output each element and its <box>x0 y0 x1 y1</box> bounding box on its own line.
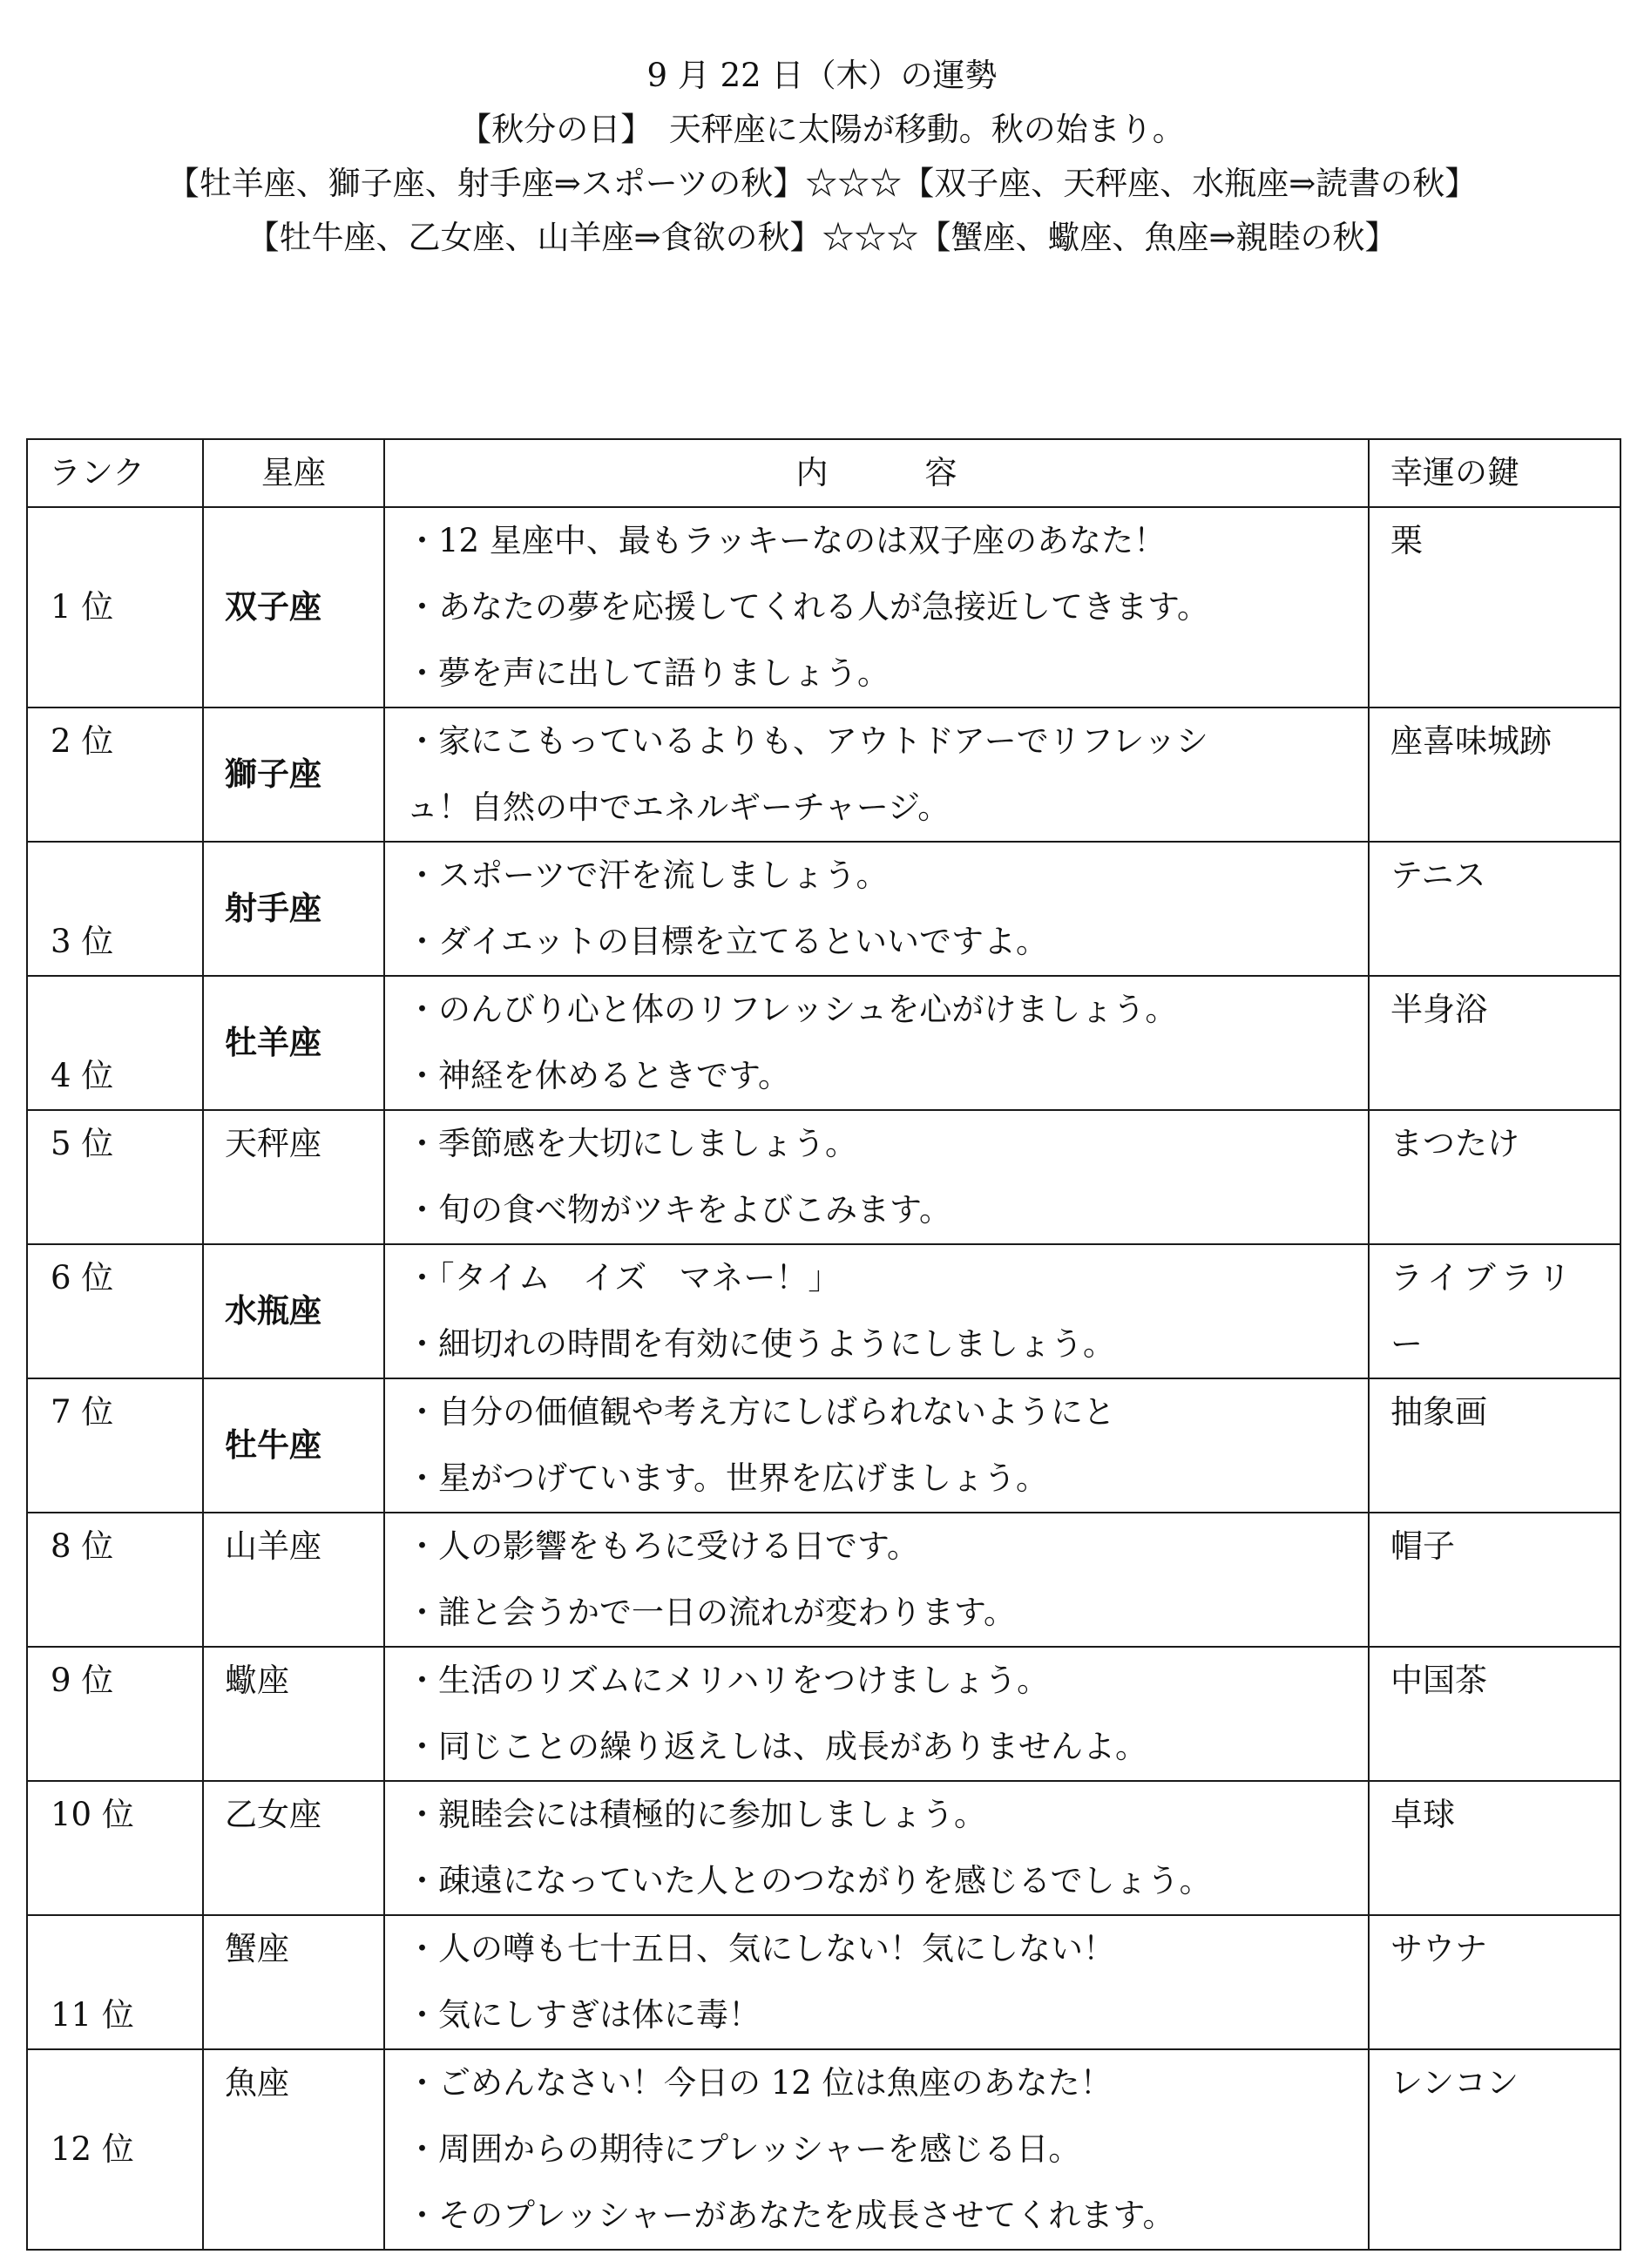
table-row <box>27 976 1620 1110</box>
sign-cell <box>203 707 384 842</box>
content-line: ・神経を休めるときです。 <box>406 1057 791 1094</box>
lucky-key: 座喜味城跡 <box>1390 722 1552 760</box>
table-row <box>27 1110 1620 1244</box>
sign-cell <box>203 1647 384 1781</box>
content-cell <box>384 1513 1369 1647</box>
content-line: ・星がつげています。世界を広げましょう。 <box>406 1459 1049 1497</box>
rank-label: 5 位 <box>51 1125 114 1162</box>
rank-label: 1 位 <box>51 588 114 626</box>
sign-cell <box>203 2049 384 2250</box>
sign-label: 水瓶座 <box>225 1292 321 1330</box>
content-line: ・家にこもっているよりも、アウトドアーでリフレッシ <box>406 722 1208 760</box>
lucky-key: テニス <box>1390 856 1486 894</box>
content-line: ・細切れの時間を有効に使うようにしましょう。 <box>406 1325 1115 1363</box>
table-row <box>27 507 1620 707</box>
rank-cell <box>27 1244 203 1378</box>
page-title: 9 月 22 日（木）の運勢 <box>646 57 998 94</box>
sign-cell <box>203 1915 384 2049</box>
rank-cell <box>27 976 203 1110</box>
content-line: ・疎遠になっていた人とのつながりを感じるでしょう。 <box>406 1862 1212 1899</box>
key-cell <box>1369 1647 1620 1781</box>
content-line: ・誰と会うかで一日の流れが変わります。 <box>406 1594 1017 1631</box>
content-cell <box>384 1647 1369 1781</box>
content-cell <box>384 842 1369 976</box>
sign-cell <box>203 1513 384 1647</box>
rank-label: 6 位 <box>51 1259 114 1296</box>
content-cell <box>384 976 1369 1110</box>
lucky-key: 中国茶 <box>1390 1662 1487 1699</box>
fortune-table <box>26 438 1621 2251</box>
rank-label: 7 位 <box>51 1393 114 1431</box>
key-cell <box>1369 842 1620 976</box>
lucky-key: レンコン <box>1390 2064 1519 2102</box>
sign-cell <box>203 842 384 976</box>
content-cell <box>384 1244 1369 1378</box>
key-cell <box>1369 1378 1620 1513</box>
sign-label: 双子座 <box>225 588 321 626</box>
key-cell <box>1369 1244 1620 1378</box>
rank-cell <box>27 1378 203 1513</box>
content-cell <box>384 2049 1369 2250</box>
sign-cell <box>203 976 384 1110</box>
sign-label: 山羊座 <box>225 1527 321 1565</box>
sign-label: 牡羊座 <box>225 1024 321 1061</box>
rank-cell <box>27 1915 203 2049</box>
rank-cell <box>27 1513 203 1647</box>
key-cell <box>1369 1110 1620 1244</box>
theme-line-2: 【牡牛座、乙女座、山羊座⇒食欲の秋】☆☆☆【蟹座、蠍座、魚座⇒親睦の秋】 <box>247 219 1397 256</box>
content-line: ・生活のリズムにメリハリをつけましょう。 <box>406 1662 1050 1699</box>
lucky-key: まつたけ <box>1390 1125 1519 1162</box>
content-line: ・「タイム イズ マネー！」 <box>406 1259 841 1296</box>
content-line: ・そのプレッシャーがあなたを成長させてくれます。 <box>406 2197 1175 2234</box>
sign-label: 牡牛座 <box>225 1426 321 1464</box>
content-line: ・ダイエットの目標を立てるといいですよ。 <box>406 923 1049 960</box>
content-line: ・あなたの夢を応援してくれる人が急接近してきます。 <box>406 588 1210 626</box>
document-header <box>0 49 1644 265</box>
lucky-key: 抽象画 <box>1390 1393 1487 1431</box>
lucky-key: サウナ <box>1390 1930 1487 1967</box>
rank-label: 2 位 <box>51 722 114 760</box>
rank-label: 3 位 <box>51 923 114 960</box>
sign-label: 乙女座 <box>225 1796 321 1833</box>
sign-label: 獅子座 <box>225 755 321 793</box>
content-line: ・季節感を大切にしましょう。 <box>406 1125 857 1162</box>
sign-label: 魚座 <box>225 2064 289 2102</box>
rank-label: 9 位 <box>51 1662 114 1699</box>
sign-label: 蠍座 <box>225 1662 289 1699</box>
content-cell <box>384 707 1369 842</box>
content-line: ・スポーツで汗を流しましょう。 <box>406 856 889 894</box>
content-line: ュ！自然の中でエネルギーチャージ。 <box>406 789 951 826</box>
content-line: ・周囲からの期待にプレッシャーを感じる日。 <box>406 2130 1081 2168</box>
lucky-key: 半身浴 <box>1390 991 1487 1028</box>
key-cell <box>1369 1513 1620 1647</box>
rank-label: 8 位 <box>51 1527 114 1565</box>
rank-cell <box>27 1647 203 1781</box>
key-cell <box>1369 707 1620 842</box>
lucky-key: 卓球 <box>1390 1796 1455 1833</box>
rank-cell <box>27 707 203 842</box>
rank-label: 10 位 <box>51 1796 134 1833</box>
theme-line-1: 【牡羊座、獅子座、射手座⇒スポーツの秋】☆☆☆【双子座、天秤座、水瓶座⇒読書の秋】 <box>166 165 1478 202</box>
lucky-key: 栗 <box>1390 522 1423 559</box>
table-row <box>27 1513 1620 1647</box>
table-row <box>27 1244 1620 1378</box>
content-line: ・ごめんなさい！今日の 12 位は魚座のあなた！ <box>406 2064 1113 2102</box>
sign-cell <box>203 1244 384 1378</box>
sign-cell <box>203 1781 384 1915</box>
sign-cell <box>203 507 384 707</box>
rank-label: 4 位 <box>51 1057 114 1094</box>
header-key: 幸運の鍵 <box>1369 439 1620 507</box>
rank-cell <box>27 507 203 707</box>
content-line: ・自分の価値観や考え方にしばられないようにと <box>406 1393 1115 1431</box>
table-header-row <box>27 439 1620 507</box>
sign-cell <box>203 1110 384 1244</box>
content-cell <box>384 1378 1369 1513</box>
header-rank: ランク <box>27 439 203 507</box>
table-row <box>27 1781 1620 1915</box>
content-line: ・人の噂も七十五日、気にしない！気にしない！ <box>406 1930 1115 1967</box>
table-row <box>27 707 1620 842</box>
content-cell <box>384 1110 1369 1244</box>
content-line: ・旬の食べ物がツキをよびこみます。 <box>406 1191 952 1229</box>
lucky-key: ライブラリー <box>1390 1259 1576 1363</box>
rank-cell <box>27 842 203 976</box>
content-line: ・人の影響をもろに受ける日です。 <box>406 1527 920 1565</box>
key-cell <box>1369 2049 1620 2250</box>
content-line: ・同じことの繰り返えしは、成長がありませんよ。 <box>406 1728 1147 1765</box>
subtitle-equinox: 【秋分の日】 天秤座に太陽が移動。秋の始まり。 <box>459 111 1185 148</box>
content-cell <box>384 507 1369 707</box>
key-cell <box>1369 507 1620 707</box>
rank-cell <box>27 1781 203 1915</box>
sign-label: 天秤座 <box>225 1125 321 1162</box>
header-sign: 星座 <box>203 439 384 507</box>
rank-label: 11 位 <box>51 1996 134 2034</box>
sign-label: 蟹座 <box>225 1930 289 1967</box>
content-line: ・12 星座中、最もラッキーなのは双子座のあなた！ <box>406 522 1167 559</box>
content-line: ・のんびり心と体のリフレッシュを心がけましょう。 <box>406 991 1178 1028</box>
header-content: 内 容 <box>384 439 1369 507</box>
key-cell <box>1369 1781 1620 1915</box>
sign-cell <box>203 1378 384 1513</box>
content-line: ・気にしすぎは体に毒！ <box>406 1996 761 2034</box>
key-cell <box>1369 976 1620 1110</box>
content-cell <box>384 1781 1369 1915</box>
lucky-key: 帽子 <box>1390 1527 1455 1565</box>
key-cell <box>1369 1915 1620 2049</box>
content-line: ・夢を声に出して語りましょう。 <box>406 654 890 692</box>
table-row <box>27 842 1620 976</box>
table-row <box>27 1915 1620 2049</box>
table-row <box>27 1378 1620 1513</box>
rank-label: 12 位 <box>51 2130 134 2168</box>
sign-label: 射手座 <box>225 890 321 927</box>
content-cell <box>384 1915 1369 2049</box>
rank-cell <box>27 1110 203 1244</box>
content-line: ・親睦会には積極的に参加しましょう。 <box>406 1796 986 1833</box>
rank-cell <box>27 2049 203 2250</box>
table-row <box>27 2049 1620 2250</box>
table-row <box>27 1647 1620 1781</box>
